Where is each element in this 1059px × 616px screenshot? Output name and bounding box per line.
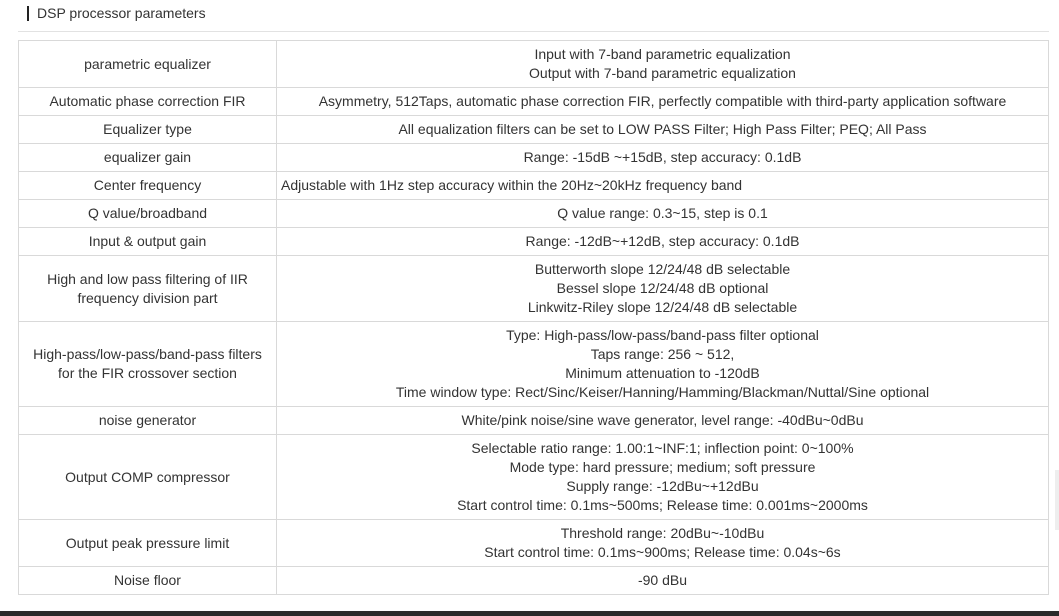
param-value bbox=[277, 116, 1049, 144]
param-label: Noise floor bbox=[19, 567, 277, 595]
value-line: Start control time: 0.1ms~500ms; Release time: 0.001ms~2000ms bbox=[457, 497, 868, 513]
table-row bbox=[19, 256, 1049, 322]
value-line: Range: -12dB~+12dB, step accuracy: 0.1dB bbox=[525, 233, 800, 249]
value-line: Mode type: hard pressure; medium; soft pressure bbox=[509, 459, 816, 475]
value-line: Output with 7-band parametric equalization bbox=[529, 65, 796, 81]
header-divider bbox=[18, 31, 1049, 32]
param-value bbox=[277, 322, 1049, 407]
param-label: Equalizer type bbox=[19, 116, 277, 144]
value-line: Range: -15dB ~+15dB, step accuracy: 0.1dB bbox=[523, 149, 802, 165]
scrollbar-track[interactable] bbox=[1055, 470, 1059, 530]
value-line: Type: High-pass/low-pass/band-pass filter optional bbox=[506, 327, 819, 343]
dsp-parameters-table bbox=[18, 40, 1049, 595]
param-label: Q value/broadband bbox=[19, 200, 277, 228]
table-row bbox=[19, 200, 1049, 228]
param-label: equalizer gain bbox=[19, 144, 277, 172]
table-row bbox=[19, 228, 1049, 256]
param-label: noise generator bbox=[19, 407, 277, 435]
value-line: Threshold range: 20dBu~-10dBu bbox=[560, 525, 765, 541]
param-label: Center frequency bbox=[19, 172, 277, 200]
param-value bbox=[277, 172, 1049, 200]
param-value bbox=[277, 144, 1049, 172]
value-line: White/pink noise/sine wave generator, level range: -40dBu~0dBu bbox=[461, 412, 864, 428]
bottom-bar bbox=[0, 611, 1059, 616]
section-title: DSP processor parameters bbox=[37, 5, 206, 21]
param-value bbox=[277, 407, 1049, 435]
value-line: Supply range: -12dBu~+12dBu bbox=[566, 478, 759, 494]
value-line: Linkwitz-Riley slope 12/24/48 dB selectable bbox=[527, 299, 798, 315]
value-line: All equalization filters can be set to LOW PASS Filter; High Pass Filter; PEQ; All Pass bbox=[398, 121, 927, 137]
param-label: High-pass/low-pass/band-pass filters for the FIR crossover section bbox=[19, 322, 277, 407]
param-value bbox=[277, 520, 1049, 567]
param-value bbox=[277, 200, 1049, 228]
table-row bbox=[19, 407, 1049, 435]
param-label: High and low pass filtering of IIR frequency division part bbox=[19, 256, 277, 322]
value-line: -90 dBu bbox=[637, 572, 688, 588]
table-row bbox=[19, 116, 1049, 144]
param-label: Output COMP compressor bbox=[19, 435, 277, 520]
value-line: Q value range: 0.3~15, step is 0.1 bbox=[557, 205, 768, 221]
table-row bbox=[19, 322, 1049, 407]
param-label: parametric equalizer bbox=[19, 41, 277, 88]
param-label: Automatic phase correction FIR bbox=[19, 88, 277, 116]
table-row bbox=[19, 41, 1049, 88]
param-label: Input & output gain bbox=[19, 228, 277, 256]
param-value bbox=[277, 567, 1049, 595]
value-line: Adjustable with 1Hz step accuracy within the 20Hz~20kHz frequency band bbox=[281, 177, 743, 193]
section-marker bbox=[27, 6, 29, 21]
table-row bbox=[19, 435, 1049, 520]
table-row bbox=[19, 567, 1049, 595]
value-line: Selectable ratio range: 1.00:1~INF:1; inflection point: 0~100% bbox=[471, 440, 854, 456]
value-line: Asymmetry, 512Taps, automatic phase correction FIR, perfectly compatible with third-party application software bbox=[318, 93, 1007, 109]
table-row bbox=[19, 520, 1049, 567]
value-line: Input with 7-band parametric equalization bbox=[534, 46, 791, 62]
param-value bbox=[277, 256, 1049, 322]
table-row bbox=[19, 172, 1049, 200]
param-value bbox=[277, 41, 1049, 88]
param-value bbox=[277, 228, 1049, 256]
param-value bbox=[277, 435, 1049, 520]
value-line: Start control time: 0.1ms~900ms; Release time: 0.04s~6s bbox=[484, 544, 841, 560]
value-line: Taps range: 256 ~ 512, bbox=[590, 346, 735, 362]
value-line: Bessel slope 12/24/48 dB optional bbox=[556, 280, 769, 296]
value-line: Time window type: Rect/Sinc/Keiser/Hanning/Hamming/Blackman/Nuttal/Sine optional bbox=[395, 384, 930, 400]
value-line: Butterworth slope 12/24/48 dB selectable bbox=[534, 261, 791, 277]
param-label: Output peak pressure limit bbox=[19, 520, 277, 567]
value-line: Minimum attenuation to -120dB bbox=[565, 365, 760, 381]
table-row bbox=[19, 144, 1049, 172]
section-header bbox=[27, 4, 206, 22]
table-row bbox=[19, 88, 1049, 116]
param-value bbox=[277, 88, 1049, 116]
